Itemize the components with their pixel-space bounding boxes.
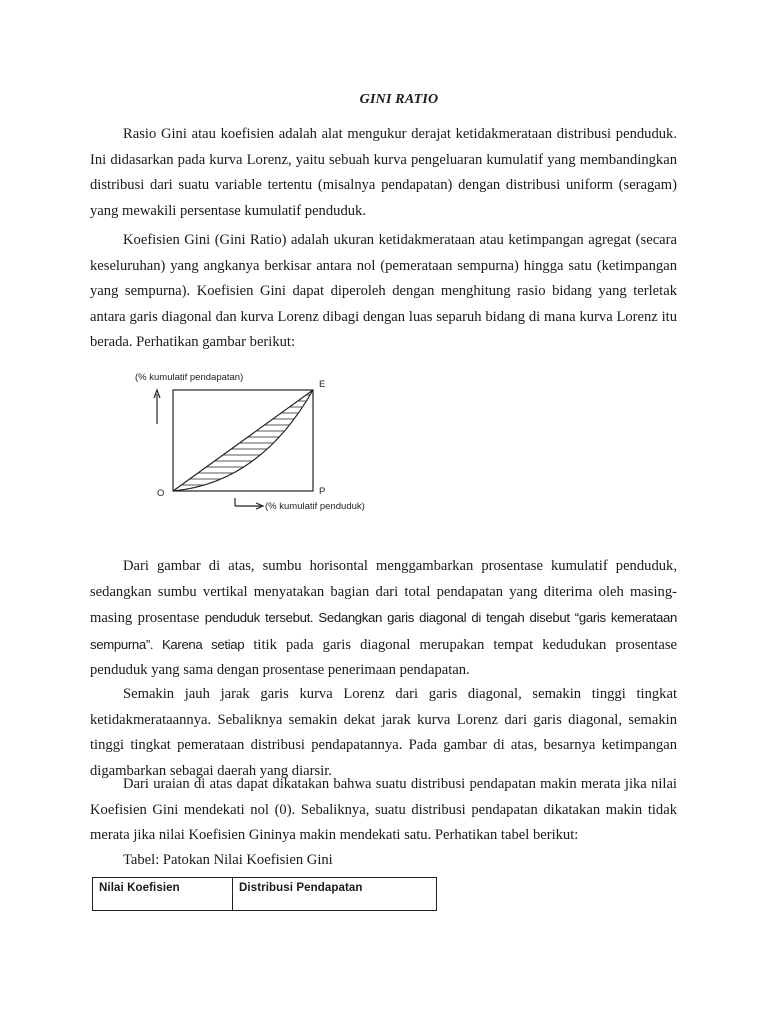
paragraph-2-text: Koefisien Gini (Gini Ratio) adalah ukuran ketidakmerataan atau ketimpangan agregat (secara keseluruhan) yang angkanya berkisar antara nol (pemerataan sempurna) hingga satu (ketimpangan yang sempurna). Koefisien Gini dapat diperoleh dengan menghitung rasio bidang yang terletak antara garis diagonal dan kurva Lorenz dibagi dengan luas separuh bidang di mana kurva Lorenz itu berada. Perhatikan gambar berikut: bbox=[90, 232, 677, 351]
gini-coefficient-table bbox=[92, 877, 437, 911]
paragraph-5-text: Dari uraian di atas dapat dikatakan bahwa suatu distribusi pendapatan makin merata jika nilai Koefisien Gini mendekati nol (0). Sebaliknya, suatu distribusi pendapatan dikatakan makin tidak merata jika nilai Koefisien Gininya makin mendekati satu. Perhatikan tabel berikut: bbox=[90, 776, 677, 844]
paragraph-2 bbox=[90, 228, 677, 356]
paragraph-3b-text: penduduk tersebut. Sedangkan garis diagonal di tengah disebut “garis kemerataan sempurna”. Karena setiap bbox=[90, 610, 677, 652]
paragraph-1 bbox=[90, 122, 677, 224]
paragraph-4-text: Semakin jauh jarak garis kurva Lorenz dari garis diagonal, semakin tinggi tingkat ketidakmerataannya. Sebaliknya semakin dekat jarak kurva Lorenz dari garis diagonal, semakin tinggi tingkat pemerataan distribusi pendapatannya. Pada gambar di atas, besarnya ketimpangan digambarkan sebagai daerah yang diarsir. bbox=[90, 686, 677, 779]
point-origin-label: O bbox=[157, 488, 165, 499]
point-p-label: P bbox=[319, 486, 326, 497]
lorenz-curve-figure bbox=[125, 368, 405, 516]
page-title: GINI RATIO bbox=[359, 92, 439, 107]
lorenz-curve-diagram bbox=[125, 368, 405, 516]
paragraph-1-text: Rasio Gini atau koefisien adalah alat mengukur derajat ketidakmerataan distribusi penduduk. Ini didasarkan pada kurva Lorenz, yaitu sebuah kurva pengeluaran kumulatif yang membandingkan distribusi dari suatu variable tertentu (misalnya pendapatan) dengan distribusi uniform (seragam) yang mewakili persentase kumulatif penduduk. bbox=[90, 126, 677, 219]
y-axis-label: (% kumulatif pendapatan) bbox=[135, 372, 244, 383]
paragraph-3 bbox=[90, 554, 677, 684]
paragraph-5 bbox=[90, 772, 677, 849]
x-axis-label: (% kumulatif penduduk) bbox=[265, 501, 365, 512]
point-e-label: E bbox=[319, 379, 326, 390]
table-header-row bbox=[93, 878, 437, 911]
table-header-cell: Distribusi Pendapatan bbox=[233, 878, 437, 911]
paragraph-3a-text: Dari gambar di atas, sumbu horisontal menggambarkan prosentase kumulatif penduduk, sedangkan sumbu vertikal menyatakan bagian dari total pendapatan yang diterima oleh masing-masing prosentase bbox=[90, 558, 677, 627]
table-header-cell: Nilai Koefisien bbox=[93, 878, 233, 911]
table-caption: Tabel: Patokan Nilai Koefisien Gini bbox=[123, 852, 333, 868]
paragraph-4 bbox=[90, 682, 677, 784]
equality-diagonal bbox=[173, 390, 313, 491]
paragraph-3c-text: titik pada garis diagonal merupakan tempat kedudukan prosentase penduduk yang sama dengan prosentase penerimaan pendapatan. bbox=[90, 636, 677, 679]
